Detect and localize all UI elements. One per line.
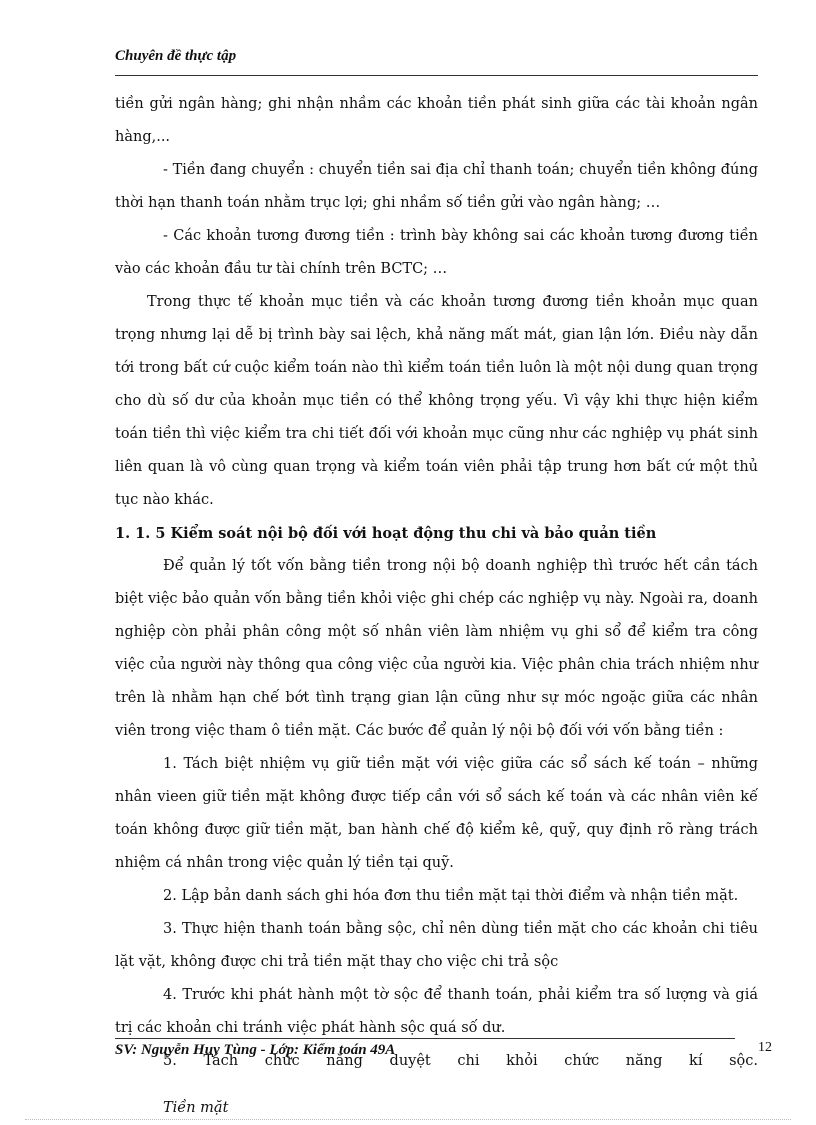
page-number: 12 — [758, 1040, 772, 1055]
footer-author: SV: Nguyễn Huy Tùng - Lớp: Kiểm toán 49A — [115, 1042, 396, 1058]
list-item-1: 1. Tách biệt nhiệm vụ giữ tiền mặt với việc giữa các sổ sách kế toán – những nhân vieen giữ tiền mặt không được tiếp cần với sổ sách kế toán và các nhân viên kế toán không được giữ tiền mặt, ban hành chế độ kiểm kê, quỹ, quy định rõ ràng trách nhiệm cá nhân trong việc quản lý tiền tại quỹ. — [115, 756, 758, 871]
paragraph-cash-in-transit: - Tiền đang chuyển : chuyển tiền sai địa chỉ thanh toán; chuyển tiền không đúng thời hạn thanh toán nhằm trục lợi; ghi nhầm số tiền gửi vào ngân hàng; … — [115, 162, 758, 211]
header-title: Chuyên đề thực tập — [115, 48, 237, 64]
paragraph-internal-control: Để quản lý tốt vốn bằng tiền trong nội bộ doanh nghiệp thì trước hết cần tách biệt việc bảo quản vốn bằng tiền khỏi việc ghi chép các nghiệp vụ này. Ngoài ra, doanh nghiệp còn phải phân công một số nhân viên làm nhiệm vụ ghi sổ để kiểm tra công việc của người này thông qua công việc của người kia. Việc phân chia trách nhiệm như trên là nhằm hạn chế bớt tình trạng gian lận cũng như sự móc ngoặc giữa các nhân viên trong việc tham ô tiền mặt. Các bước để quản lý nội bộ đối với vốn bằng tiền : — [115, 558, 758, 739]
page-bottom-border — [25, 1119, 791, 1120]
paragraph-in-practice: Trong thực tế khoản mục tiền và các khoản tương đương tiền khoản mục quan trọng nhưng lại dễ bị trình bày sai lệch, khả năng mất mát, gian lận lớn. Điều này dẫn tới trong bất cứ cuộc kiểm toán nào thì kiểm toán tiền luôn là một nội dung quan trọng cho dù số dư của khoản mục tiền có thể không trọng yếu. Vì vậy khi thực hiện kiểm toán tiền thì việc kiểm tra chi tiết đối với khoản mục cũng như các nghiệp vụ phát sinh liên quan là vô cùng quan trọng và kiểm toán viên phải tập trung hơn bất cứ một thủ tục nào khác. — [115, 294, 758, 508]
italic-note: Tiền mặt — [163, 1100, 229, 1116]
list-item-3: 3. Thực hiện thanh toán bằng sộc, chỉ nên dùng tiền mặt cho các khoản chi tiêu lặt vặt, không được chi trả tiền mặt thay cho việc chi trả sộc — [115, 921, 758, 970]
header-divider — [115, 75, 758, 76]
footer-divider — [115, 1038, 735, 1039]
list-item-5: 5. Tách chức năng duyệt chi khỏi chức năng kí sộc. — [163, 1053, 758, 1069]
body-text — [115, 88, 758, 1125]
paragraph-1: tiền gửi ngân hàng; ghi nhận nhầm các khoản tiền phát sinh giữa các tài khoản ngân hàng,... — [115, 96, 758, 145]
list-item-2: 2. Lập bản danh sách ghi hóa đơn thu tiền mặt tại thời điểm và nhận tiền mặt. — [163, 888, 739, 904]
list-item-4: 4. Trước khi phát hành một tờ sộc để thanh toán, phải kiểm tra số lượng và giá trị các khoản chi tránh việc phát hành sộc quá số dư. — [115, 987, 758, 1036]
section-heading: 1. 1. 5 Kiểm soát nội bộ đối với hoạt động thu chi và bảo quản tiền — [115, 525, 657, 542]
paragraph-cash-equivalents: - Các khoản tương đương tiền : trình bày không sai các khoản tương đương tiền vào các khoản đầu tư tài chính trên BCTC; … — [115, 228, 758, 277]
